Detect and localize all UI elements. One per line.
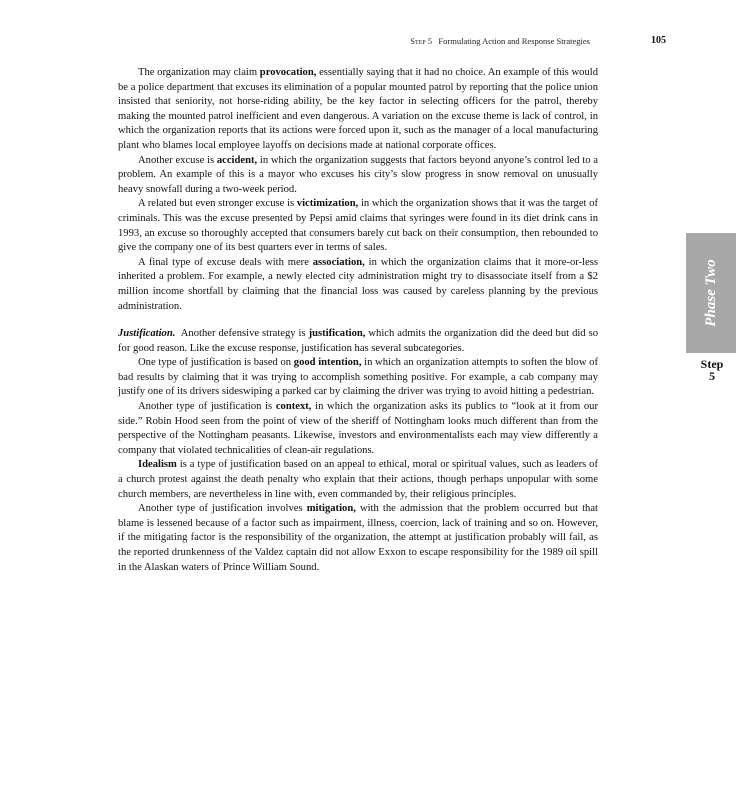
text-run: A related but even stronger excuse is	[138, 198, 297, 210]
step-marker	[692, 358, 732, 382]
paragraph-justification	[118, 327, 598, 356]
term-mitigation: mitigation,	[306, 503, 356, 515]
text-run: in which the organization suggests that factors beyond anyone’s control led to a problem. An example of this is a mayor who excuses his city’s slow progress in snow removal on unusually heavy snowfall during a two-week period.	[118, 154, 598, 195]
text-run: The organization may claim	[138, 67, 260, 78]
term-accident: accident,	[216, 154, 258, 166]
term-good-intention: good intention,	[293, 357, 362, 369]
text-run: in which the organization shows that it was the target of criminals. This was the excuse presented by Pepsi amid claims that syringes were found in its diet drink cans in 1993, an excuse so thoroughly accepted that consumers barely cut back on their consumption, then rebounded to give the company one of its best quarters ever in terms of sales.	[118, 198, 599, 254]
term-context: context,	[275, 401, 312, 413]
phase-tab-label: Phase Two	[702, 259, 719, 327]
running-head-step: Step 5	[410, 36, 433, 46]
text-run: Another type of justification involves	[138, 503, 307, 515]
paragraph-mitigation	[118, 502, 598, 575]
paragraph-idealism	[118, 458, 598, 502]
text-run: Another type of justification is	[138, 401, 276, 413]
running-head	[170, 36, 590, 46]
term-justification: justification,	[308, 328, 366, 340]
paragraph-association	[118, 256, 598, 314]
page-body	[118, 66, 598, 575]
text-run: with the admission that the problem occurred but that blame is lessened because of a factor such as impairment, illness, coercion, lack of training and so on. However, if the mitigating factor is the responsibility of the organization, the attempt at justification probably will fail, as the reported drunkenness of the Valdez captain did not allow Exxon to escape responsibility for the 1989 oil spill in the Alaskan waters of Prince William Sound.	[118, 503, 598, 573]
text-run: A final type of excuse deals with mere	[138, 256, 313, 268]
term-provocation: provocation,	[259, 67, 317, 78]
step-marker-word: Step	[700, 357, 724, 371]
term-association: association,	[312, 256, 365, 268]
text-run: essentially saying that it had no choice. An example of this would be a police department that excuses its elimination of a popular mounted patrol by reporting that the police union insisted that seniority, not horse-riding ability, be the key factor in selecting officers for the patrol, thereby making the mounted patrol inefficient and even dangerous. A variation on the excuse theme is lack of control, in which the organization reports that its actions were forced upon it, such as the manager of a local manufacturing plant who blames local employee layoffs on decisions made at national corporate offices.	[118, 67, 598, 151]
paragraph-context	[118, 400, 598, 458]
text-run: One type of justification is based on	[138, 357, 294, 369]
text-run: which admits the organization did the deed but did so for good reason. Like the excuse response, justification has several subcategories.	[118, 328, 598, 354]
term-victimization: victimization,	[296, 198, 359, 210]
term-idealism: Idealism	[138, 459, 177, 471]
section-heading-justification: Justification.	[118, 328, 176, 340]
running-head-chapter-title: Formulating Action and Response Strategies	[438, 36, 590, 46]
text-run: in which the organization claims that it more-or-less inherited a problem. For example, a newly elected city administration might try to disassociate itself from a $2 million income shortfall by claiming that the financial loss was caused by careless planning by the previous administration.	[118, 256, 598, 312]
text-run: is a type of justification based on an appeal to ethical, moral or spiritual values, such as leaders of a church protest against the death penalty who explain that their actions, though perhaps unpopular with some church members, are nevertheless in line with, even commanded by, their religious principles.	[118, 459, 598, 500]
phase-tab	[686, 233, 736, 353]
paragraph-good-intention	[118, 356, 598, 400]
paragraph-provocation	[118, 66, 598, 154]
page-number: 105	[651, 35, 666, 46]
paragraph-accident	[118, 154, 598, 198]
text-run: Another excuse is	[138, 154, 217, 166]
paragraph-victimization	[118, 197, 598, 255]
text-run: in which an organization attempts to soften the blow of bad results by claiming that it was trying to accomplish something positive. For example, a cab company may justify one of its drivers sideswiping a parked car by claiming the driver was trying to avoid hitting a pedestrian.	[118, 357, 598, 398]
step-marker-number: 5	[709, 369, 715, 383]
text-run: in which the organization asks its publics to “look at it from our side.” Robin Hood seen from the point of view of the sheriff of Nottingham looks much different than from the perspective of the Nottingham peasants. Likewise, investors and environmentalists each may view differently a company that violated technicalities of clean-air regulations.	[118, 401, 598, 456]
text-run: Another defensive strategy is	[175, 328, 309, 340]
